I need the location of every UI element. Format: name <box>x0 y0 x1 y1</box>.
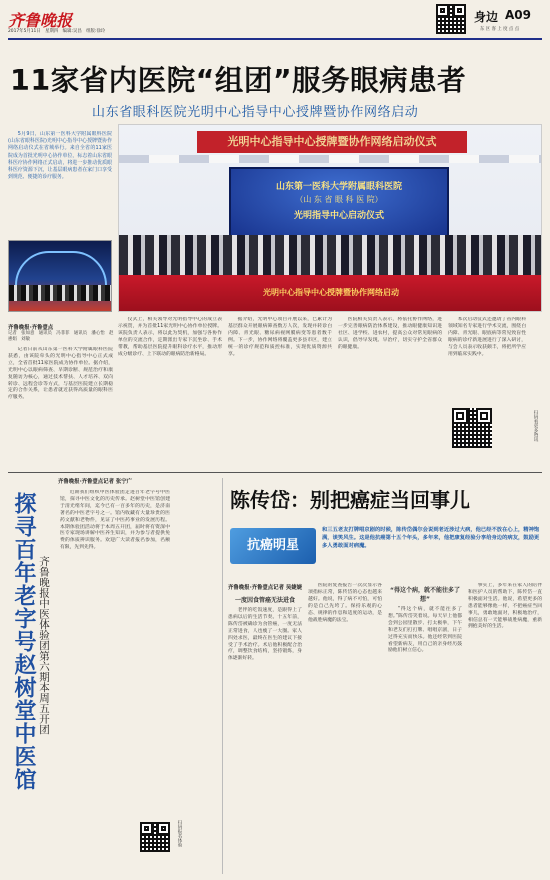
lead-col-2: 仪式上，相关领导对光明指导中心的成立表示祝贺，并为首批11家光明中心协作单位授牌。该院负责人表示，将以此为契机，加强与各协作单位的交流合作，定期派出专家下沉坐诊、手术带教，帮助基层医院提升眼科诊疗水平，推动形成分级诊疗、上下联动的眼病防治新格局。 <box>118 317 222 357</box>
screen-line-1: 山东第一医科大学附属眼科医院 <box>275 182 402 192</box>
ceremony-photo <box>118 124 542 312</box>
masthead <box>0 0 550 40</box>
lead-qr-code <box>452 408 492 448</box>
section-subtitle: 东 区 客 上 度 点 点 <box>480 27 520 32</box>
section-name: 身边 <box>474 10 499 24</box>
photo-screen <box>229 167 449 243</box>
tcm-body: 近期我们组织中医体验团走进百年老字号中医馆，探寻中医文化的历史传承。赵树堂中医馆创建于清光绪年间，迄今已有一百多年的历史，是济南著名的中医老字号之一。馆内收藏有大量珍贵的医药文献和老物件，见证了中医药事业的发展历程。本期体验团活动将于本周五开团，届时将有资深中医专家现场讲解中医养生知识，并为参与者提供免费的体质辨识服务。欢迎广大读者报名参加，名额有限，先到先得。 <box>60 490 170 551</box>
column-logo-box <box>230 528 316 564</box>
cancer-byline: 齐鲁晚报·齐鲁壹点记者 吴婕婕 <box>228 585 303 591</box>
stage-people <box>9 285 112 301</box>
photo-ceiling-lights <box>119 155 542 163</box>
cancer-col-1: 一度因食管癌无法进食 老伴的吃饭速度，是跟得上了患病以后的生活节奏。十五年前，陈传岱被确诊为食管癌，一度无法正常进食，人也瘦了一大圈。家人四处求医，最终在医生的建议下接受了手术治疗。术后他积极配合治疗，调整饮食结构，坚持锻炼，身体逐渐好转。 <box>228 597 302 662</box>
lead-headline: 11家省内医院“组团”服务眼病患者 <box>10 64 467 97</box>
photo-wall-banner: 光明中心指导中心授牌暨协作网络启动仪式 <box>197 131 467 153</box>
tcm-byline: 齐鲁晚报·齐鲁壹点记者 张宁广 <box>58 479 133 485</box>
stage-banner-text: 光明中心指导中心授牌暨协作网络启动 <box>263 288 399 297</box>
masthead-rule <box>8 38 542 40</box>
tcm-qr-caption: 扫码报名体验 <box>177 820 182 847</box>
lead-col-5: 本次启动仪式还邀请了省内眼科领域知名专家进行学术交流，围绕白内障、青光眼、眼底病等常见致盲性眼病的诊疗新进展进行了深入研讨，与会人员表示收获颇丰，将把所学应用到临床实践中。 <box>448 317 526 357</box>
tcm-qr-code <box>140 822 170 852</box>
header-qr-code <box>436 4 466 34</box>
photo-stage <box>119 275 542 312</box>
lead-byline: 齐鲁晚报·齐鲁壹点 <box>8 325 54 331</box>
cancer-subhead-2: “得这个病，就不能往多了想” <box>390 587 460 603</box>
date-line: 2017年5月11日 星期四 编辑:吴昌 组版:徐玲 <box>8 29 106 34</box>
stage-photo <box>8 240 112 312</box>
lead-subhead: 山东省眼科医院光明中心指导中心授牌暨协作网络启动 <box>92 105 419 120</box>
column-logo-text: 抗癌明星 <box>246 538 299 553</box>
section-divider <box>8 472 542 473</box>
cancer-col-2: 医院的复查报告一次次显示各项指标正常，陈传岱的心态也越来越好。他说，得了病不可怕，可怕的是自己先垮了。保持乐观的心态、规律的作息和适度的运动，是他战胜病魔的法宝。 <box>308 583 382 623</box>
page-number: A09 <box>505 8 531 22</box>
lead-col-1: 记者日前从山东第一医科大学附属眼科医院获悉，由该院牵头的光明中心指导中心正式成立，全省首批11家医院成为协作单位。据介绍，光明中心以眼病筛查、早期诊断、规范治疗和康复随访为核心，通过技术帮扶、人才培养、双向转诊、远程会诊等方式，与基层医院建立长期稳定的合作关系，让患者就近获得高质量的眼科医疗服务。 <box>8 347 113 401</box>
photo-crowd <box>119 235 542 275</box>
cancer-subhead-1: 一度因食管癌无法进食 <box>234 597 295 604</box>
column-divider <box>222 478 223 874</box>
stage-arc <box>15 251 107 285</box>
cancer-intro: 和三五老友打牌唱京剧的时候，陈传岱偶尔会说到老近涉过大病，他已经不放在心上，精神饱满，谈笑风生。这是他抗癌第十五个年头，多年来，他把康复经验分享给身边的病友，鼓励更多人勇敢面对病魔。 <box>322 527 540 549</box>
tcm-vertical-headline: 探寻百年老字号赵树堂中医馆 <box>11 492 36 791</box>
lead-col-4: 医院相关负责人表示，将依托协作网络，进一步完善眼病防治体系建设，推动眼健康知识进社区、进学校、进农村，提高公众对常见眼病的认识，倡导早发现、早治疗，切实守护全省群众的眼健康。 <box>338 317 442 350</box>
newspaper-logo: 齐鲁晚报 <box>8 11 73 30</box>
screen-line-2: （山 东 省 眼 科 医 院） <box>295 195 383 204</box>
screen-line-3: 光明指导中心启动仪式 <box>293 211 384 221</box>
tcm-vertical-subhead: 齐鲁晚报中医体验团第六期本周五开团 <box>38 556 50 735</box>
lead-intro: 5月9日，山东第一医科大学附属眼科医院(山东省眼科医院)光明中心指导中心授牌暨协作网络启动仪式在省城举行。来自全省的11家医院成为首批光明中心协作单位，标志着山东省眼科医疗协作网络正式启动，将进一步推动优质眼科医疗资源下沉，让基层眼病患者在家门口享受到规范、便捷的诊疗服务。 <box>8 131 112 181</box>
lead-col-3: 据介绍，光明中心项目开展以来，已累计为基层群众开展眼病筛查数万人次，发现并转诊白内障、青光眼、糖尿病视网膜病变等患者数千例。下一步，协作网络将覆盖更多县市区，建立统一的诊疗规范和质控标准，实现优质资源共享。 <box>228 317 332 357</box>
lead-qr-caption: 扫码看更多资讯 <box>533 410 538 442</box>
lead-reporters: 记者 张如意 通讯员 冯菲菲 通讯员 潘心怡 赵惠娟 刘敏 <box>8 331 114 343</box>
cancer-headline: 陈传岱：别把癌症当回事儿 <box>230 488 470 512</box>
cancer-col-3: “得这个病，就不能往多了想” “得这个病，就不能往多了想。”陈传岱笑着说。每天早上他都会到公园里散步、打太极拳，下午和老友们打打牌、唱唱京剧，日子过得充实而快乐。他还经常到医院看望新病友，用自己的亲身经历鼓励他们树立信心。 <box>388 587 462 654</box>
cancer-col-4: 事实上，多年来在家人的陪伴和医护人员的帮助下，陈传岱一直积极面对生活。他说，希望更多的患者能够像他一样，不把癌症当回事儿，勇敢地面对，积极地治疗，相信总有一天能够战胜病魔，重新拥抱美好的生活。 <box>468 583 542 630</box>
